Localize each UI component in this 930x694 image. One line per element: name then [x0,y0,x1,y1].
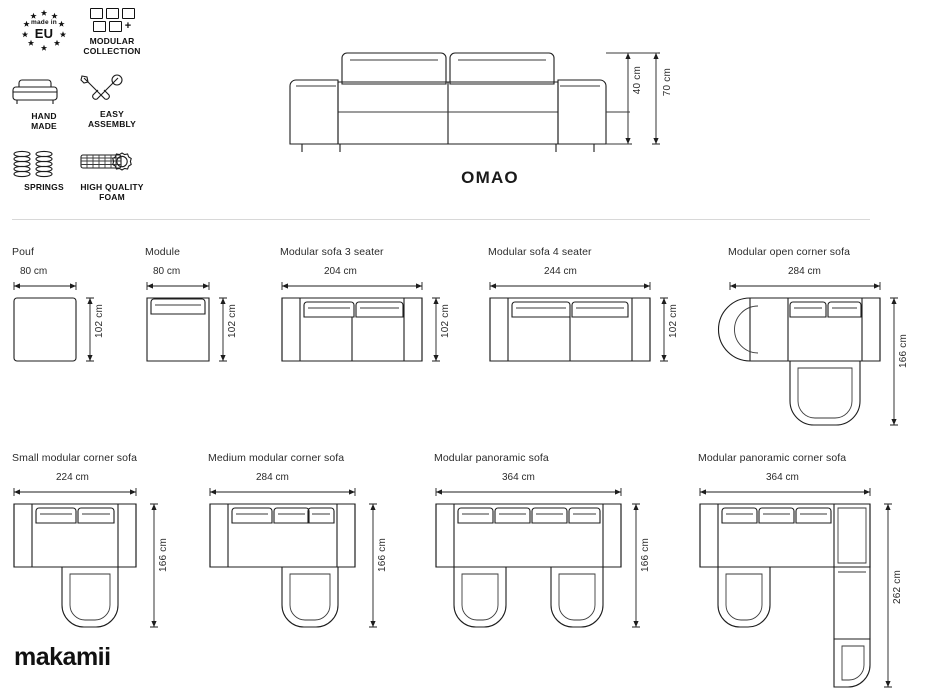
item-3seater-width: 204 cm [324,266,357,277]
item-medium-corner-width: 284 cm [256,472,289,483]
item-module-label: Module [145,246,181,258]
item-modular-open-corner-sofa [728,246,909,368]
badge-row-3 [10,149,160,202]
tools-icon [78,74,146,106]
item-medium-corner-label: Medium modular corner sofa [208,452,345,464]
item-open-corner-depth: 166 cm [898,334,909,368]
badge-springs [10,149,78,192]
hand-made-label-1: HAND [31,111,57,121]
springs-label: SPRINGS [24,182,64,192]
badge-column [10,8,160,220]
modular-collection-label-1: MODULAR [89,36,135,46]
badge-row-1 [10,8,160,56]
easy-assembly-label-2: ASSEMBLY [87,119,137,129]
hero-height-total: 70 cm [662,68,673,97]
badge-easy-assembly [78,74,146,129]
item-medium-corner-depth: 166 cm [377,538,388,572]
foam-label-2: FOAM [99,192,125,202]
hero-sofa-illustration [280,20,700,170]
item-panoramic-label: Modular panoramic sofa [434,452,549,464]
item-small-corner-label: Small modular corner sofa [12,452,138,464]
plus-label: + [124,20,132,32]
item-medium-modular-corner-sofa [208,452,388,572]
item-module-width: 80 cm [153,266,181,277]
item-pouf-depth: 102 cm [94,304,105,338]
badge-high-quality-foam [78,149,146,202]
easy-assembly-label-1: EASY [100,109,124,119]
product-title: OMAO [461,168,519,187]
hand-made-icon [10,74,78,108]
badge-made-in-eu [10,8,78,54]
item-pouf-label: Pouf [12,246,34,258]
item-modular-sofa-4-seater [488,246,679,338]
item-panoramic-corner-depth: 262 cm [892,570,903,604]
eu-text [18,19,70,41]
hand-made-label-2: MADE [31,121,57,131]
eu-stars-icon [18,8,70,54]
item-4seater-label: Modular sofa 4 seater [488,246,592,258]
item-pouf [12,246,105,338]
hero-height-seat: 40 cm [632,66,643,95]
badge-hand-made [10,74,78,131]
badge-modular-collection [78,8,146,56]
item-modular-panoramic-corner-sofa [698,452,903,604]
made-in-label: made in [31,19,57,26]
item-4seater-width: 244 cm [544,266,577,277]
item-modular-panoramic-sofa [434,452,651,572]
springs-icon [10,149,78,179]
foam-icon [78,149,146,179]
item-small-corner-depth: 166 cm [158,538,169,572]
item-small-corner-width: 224 cm [56,472,89,483]
item-module [145,246,238,338]
item-open-corner-label: Modular open corner sofa [728,246,851,258]
item-pouf-width: 80 cm [20,266,48,277]
brand-name: makamii [14,643,111,671]
item-panoramic-corner-label: Modular panoramic corner sofa [698,452,847,464]
section-divider [12,219,870,220]
foam-label-1: HIGH QUALITY [80,182,144,192]
modular-collection-label-2: COLLECTION [83,46,141,56]
badge-row-2 [10,74,160,131]
item-open-corner-width: 284 cm [788,266,821,277]
eu-label: EU [34,26,54,41]
item-panoramic-depth: 166 cm [640,538,651,572]
brand-logo [14,643,111,672]
item-module-depth: 102 cm [227,304,238,338]
item-modular-sofa-3-seater [280,246,451,338]
item-panoramic-corner-width: 364 cm [766,472,799,483]
item-panoramic-width: 364 cm [502,472,535,483]
item-4seater-depth: 102 cm [668,304,679,338]
item-3seater-depth: 102 cm [440,304,451,338]
item-3seater-label: Modular sofa 3 seater [280,246,384,258]
item-small-modular-corner-sofa [12,452,169,572]
modular-squares-icon [78,8,146,32]
